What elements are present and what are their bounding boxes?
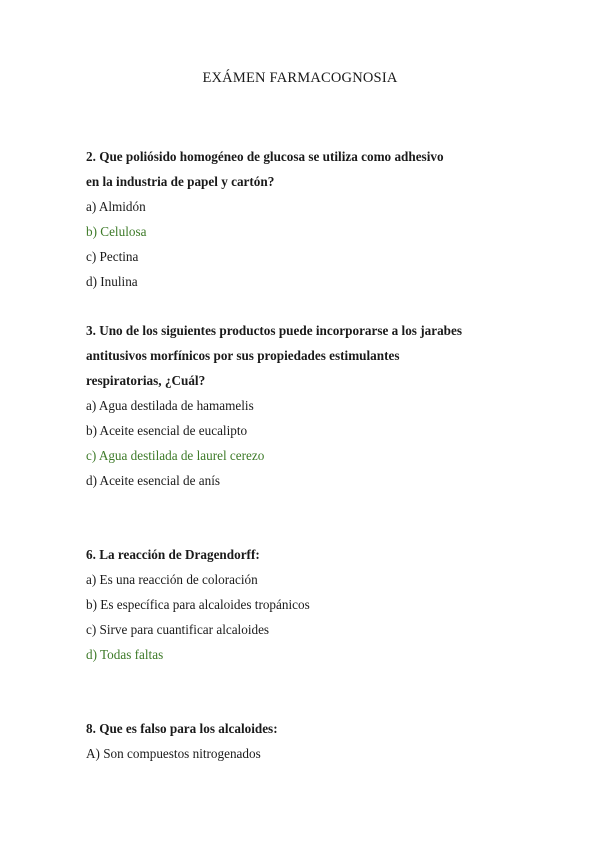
question-6-option-c: c) Sirve para cuantificar alcaloides: [86, 622, 270, 637]
question-6-option-d: d) Todas faltas: [86, 647, 164, 662]
question-2-line-2: en la industria de papel y cartón?: [86, 174, 275, 189]
question-2-option-d: d) Inulina: [86, 274, 138, 289]
question-8-option-a: A) Son compuestos nitrogenados: [86, 746, 261, 761]
question-6-line-1: 6. La reacción de Dragendorff:: [86, 547, 260, 562]
question-2-line-1: 2. Que poliósido homogéneo de glucosa se utiliza como adhesivo: [86, 149, 444, 164]
question-6-option-a: a) Es una reacción de coloración: [86, 572, 258, 587]
question-8-line-1: 8. Que es falso para los alcaloides:: [86, 721, 278, 736]
question-3-option-b: b) Aceite esencial de eucalipto: [86, 423, 248, 438]
question-3-line-1: 3. Uno de los siguientes productos puede incorporarse a los jarabes: [86, 323, 462, 338]
question-2-option-a: a) Almidón: [86, 199, 146, 214]
question-3-option-a: a) Agua destilada de hamamelis: [86, 398, 254, 413]
page-title: EXÁMEN FARMACOGNOSIA: [202, 70, 398, 86]
question-3-line-3: respiratorias, ¿Cuál?: [86, 373, 206, 388]
question-6-option-b: b) Es específica para alcaloides tropánicos: [86, 597, 310, 612]
question-3-option-d: d) Aceite esencial de anís: [86, 473, 221, 488]
question-3-option-c: c) Agua destilada de laurel cerezo: [86, 448, 265, 463]
question-2-option-b: b) Celulosa: [86, 224, 147, 239]
question-2-option-c: c) Pectina: [86, 249, 139, 264]
question-3-line-2: antitusivos morfínicos por sus propiedades estimulantes: [86, 348, 400, 363]
